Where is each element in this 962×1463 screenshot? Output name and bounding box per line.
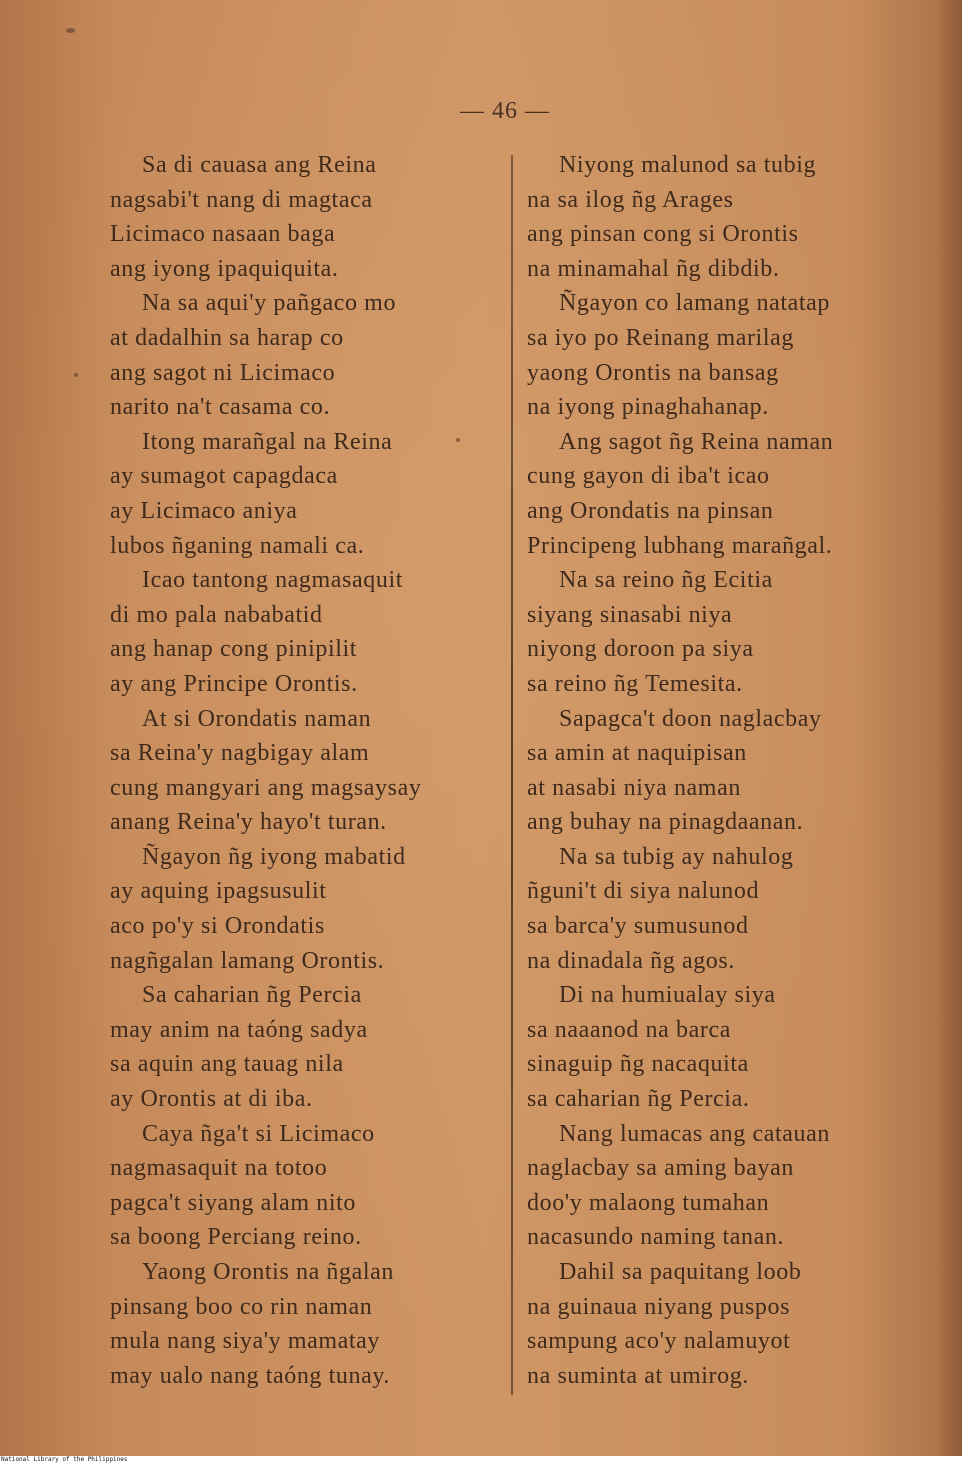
- verse-line: sa amin at naquipisan: [527, 740, 747, 767]
- verse-line: na suminta at umirog.: [527, 1362, 749, 1389]
- verse-line: ang buhay na pinagdaanan.: [527, 809, 804, 836]
- stanza: [527, 286, 907, 424]
- stanza: [527, 840, 907, 978]
- verse-line: sampung aco'y nalamuyot: [527, 1328, 791, 1355]
- page-number: — 46 —: [460, 98, 550, 124]
- verse-line: doo'y malaong tumahan: [527, 1189, 770, 1216]
- stanza: [527, 148, 907, 286]
- paper-speck: [66, 28, 75, 33]
- verse-line: ay ang Principe Orontis.: [110, 670, 358, 697]
- stanza: [527, 425, 907, 563]
- paper-speck: [74, 373, 78, 377]
- verse-line: sa iyo po Reinang marilag: [527, 324, 794, 351]
- verse-line: Licimaco nasaan baga: [110, 221, 336, 248]
- verse-line: na minamahal ñg dibdib.: [527, 255, 780, 282]
- verse-line: at nasabi niya naman: [527, 774, 741, 801]
- verse-line: anang Reina'y hayo't turan.: [110, 809, 387, 836]
- verse-line: narito na't casama co.: [110, 394, 331, 421]
- verse-line: may ualo nang taóng tunay.: [110, 1362, 390, 1389]
- stanza: [527, 702, 907, 840]
- column-divider: [511, 155, 513, 1395]
- verse-line: Na sa aqui'y pañgaco mo: [142, 290, 397, 317]
- verse-line: at dadalhin sa harap co: [110, 324, 344, 351]
- verse-line: Di na humiualay siya: [559, 982, 776, 1009]
- verse-line: ang iyong ipaquiquita.: [110, 255, 339, 282]
- verse-line: ay sumagot capagdaca: [110, 463, 338, 490]
- verse-line: ang sagot ni Licimaco: [110, 359, 336, 386]
- stanza: [110, 425, 490, 563]
- verse-line: nagñgalan lamang Orontis.: [110, 947, 385, 974]
- verse-line: pinsang boo co rin naman: [110, 1293, 373, 1320]
- verse-line: sa naaanod na barca: [527, 1016, 731, 1043]
- stanza: [110, 1255, 490, 1393]
- verse-line: cung gayon di iba't icao: [527, 463, 770, 490]
- verse-line: ang pinsan cong si Orontis: [527, 221, 799, 248]
- stanza: [110, 840, 490, 978]
- verse-line: na guinaua niyang puspos: [527, 1293, 791, 1320]
- verse-line: Ñgayon co lamang natatap: [559, 290, 830, 317]
- verse-line: Icao tantong nagmasaquit: [142, 567, 403, 594]
- verse-line: Sapagca't doon naglacbay: [559, 705, 822, 732]
- paper-speck: [456, 438, 460, 442]
- verse-line: na sa ilog ñg Arages: [527, 186, 734, 213]
- verse-line: At si Orondatis naman: [142, 705, 372, 732]
- verse-line: lubos ñganing namali ca.: [110, 532, 365, 559]
- verse-line: na dinadala ñg agos.: [527, 947, 735, 974]
- verse-line: ang hanap cong pinipilit: [110, 636, 358, 663]
- verse-line: Sa di cauasa ang Reina: [142, 152, 377, 178]
- verse-line: nacasundo naming tanan.: [527, 1224, 785, 1251]
- stanza: [527, 563, 907, 701]
- verse-line: na iyong pinaghahanap.: [527, 394, 769, 421]
- verse-line: yaong Orontis na bansag: [527, 359, 779, 386]
- verse-line: sa boong Perciang reino.: [110, 1224, 362, 1251]
- verse-line: Ang sagot ñg Reina naman: [559, 428, 834, 455]
- verse-line: nagmasaquit na totoo: [110, 1155, 328, 1182]
- verse-line: siyang sinasabi niya: [527, 601, 733, 628]
- stanza: [110, 978, 490, 1116]
- verse-line: Ñgayon ñg iyong mabatid: [142, 843, 406, 870]
- stanza: [527, 978, 907, 1116]
- verse-line: pagca't siyang alam nito: [110, 1189, 356, 1216]
- stanza: [110, 702, 490, 840]
- verse-line: Nang lumacas ang catauan: [559, 1120, 830, 1147]
- verse-line: Na sa reino ñg Ecitia: [559, 567, 773, 594]
- stanza: [527, 1255, 907, 1393]
- verse-line: Na sa tubig ay nahulog: [559, 843, 794, 870]
- stanza: [110, 148, 490, 286]
- verse-line: Niyong malunod sa tubig: [559, 152, 817, 178]
- archive-credit: National Library of the Philippines: [1, 1456, 128, 1463]
- stanza: [110, 1117, 490, 1255]
- verse-line: aco po'y si Orondatis: [110, 913, 325, 940]
- left-column: [110, 148, 490, 1393]
- verse-line: nagsabi't nang di magtaca: [110, 186, 373, 213]
- verse-line: Sa caharian ñg Percia: [142, 982, 362, 1009]
- verse-line: may anim na taóng sadya: [110, 1016, 368, 1043]
- verse-line: sinaguip ñg nacaquita: [527, 1051, 749, 1078]
- stanza: [110, 563, 490, 701]
- verse-line: Yaong Orontis na ñgalan: [142, 1259, 395, 1285]
- verse-line: Principeng lubhang marañgal.: [527, 532, 833, 559]
- verse-line: ay Licimaco aniya: [110, 497, 298, 524]
- verse-line: ñguni't di siya nalunod: [527, 878, 760, 905]
- verse-line: ay aquing ipagsusulit: [110, 878, 327, 905]
- verse-line: mula nang siya'y mamatay: [110, 1328, 380, 1355]
- footer-strip: [0, 1456, 962, 1463]
- stanza: [110, 286, 490, 424]
- verse-line: ang Orondatis na pinsan: [527, 497, 774, 524]
- verse-line: sa caharian ñg Percia.: [527, 1086, 750, 1113]
- verse-line: di mo pala nababatid: [110, 601, 323, 628]
- verse-line: sa Reina'y nagbigay alam: [110, 740, 370, 767]
- right-column: [527, 148, 907, 1393]
- verse-line: sa aquin ang tauag nila: [110, 1051, 344, 1078]
- verse-line: Dahil sa paquitang loob: [559, 1259, 802, 1285]
- verse-line: ay Orontis at di iba.: [110, 1086, 313, 1113]
- stanza: [527, 1117, 907, 1255]
- verse-line: Itong marañgal na Reina: [142, 428, 393, 455]
- verse-line: Caya ñga't si Licimaco: [142, 1120, 375, 1147]
- verse-line: sa reino ñg Temesita.: [527, 670, 743, 697]
- verse-line: naglacbay sa aming bayan: [527, 1155, 794, 1182]
- verse-line: niyong doroon pa siya: [527, 636, 754, 663]
- verse-line: sa barca'y sumusunod: [527, 913, 749, 940]
- verse-line: cung mangyari ang magsaysay: [110, 774, 422, 801]
